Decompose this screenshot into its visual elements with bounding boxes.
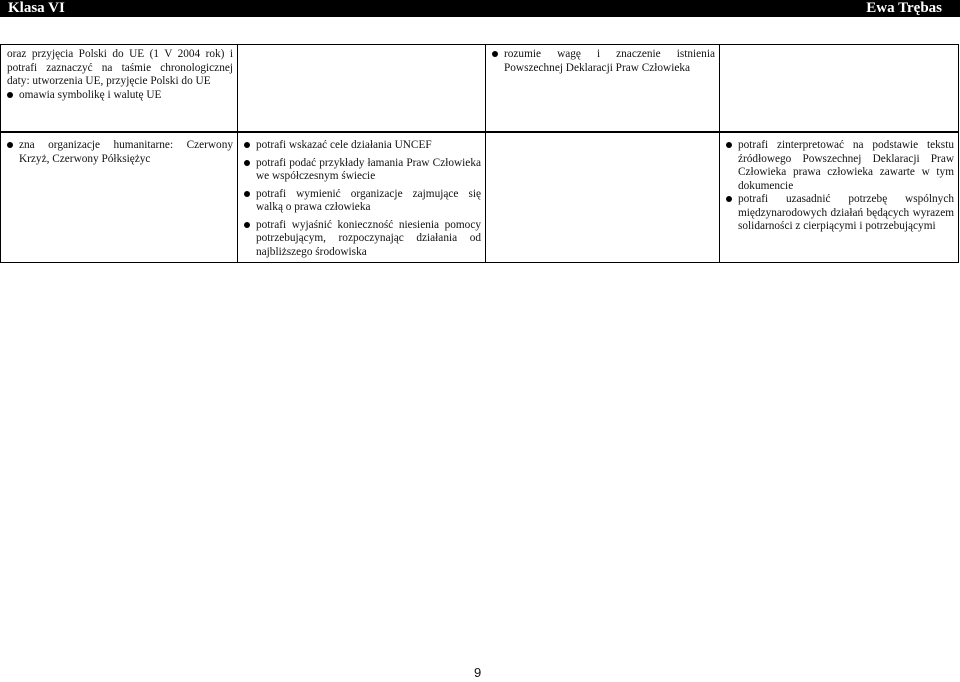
bullet-icon	[244, 160, 250, 166]
bullet-icon	[726, 142, 732, 148]
list-item	[492, 48, 715, 75]
list-item	[244, 219, 481, 260]
list-item	[244, 157, 481, 184]
table-cell	[486, 132, 720, 263]
list-item	[244, 188, 481, 215]
item-text: potrafi wskazać cele działania UNCEF	[256, 139, 432, 151]
bullet-icon	[7, 142, 13, 148]
item-text: potrafi zinterpretować na podstawie tekstu źródłowego Powszechnej Deklaracji Praw Człowieka prawa człowieka zawarte w tym dokumencie	[738, 139, 954, 192]
item-text: zna organizacje humanitarne: Czerwony Krzyż, Czerwony Półksiężyc	[19, 139, 233, 165]
item-text: oraz przyjęcia Polski do UE (1 V 2004 rok) i potrafi zaznaczyć na taśmie chronologicznej daty: utworzenia UE, przyjęcie Polski do UE	[7, 48, 233, 87]
page-header	[0, 0, 960, 17]
list-item	[7, 139, 233, 166]
item-text: omawia symbolikę i walutę UE	[19, 88, 162, 101]
page-number: 9	[474, 665, 482, 680]
list-item	[726, 139, 954, 193]
item-text: potrafi wymienić organizacje zajmujące się walką o prawa człowieka	[256, 187, 481, 213]
list-item	[7, 89, 233, 103]
bullet-icon	[726, 196, 732, 202]
list-item	[7, 48, 233, 89]
table-cell	[1, 132, 238, 263]
item-text: potrafi podać przykłady łamania Praw Człowieka we współczesnym świecie	[256, 156, 481, 182]
table-cell	[238, 132, 486, 263]
table-row	[1, 132, 959, 263]
item-text: potrafi uzasadnić potrzebę wspólnych międzynarodowych działań będących wyrazem solidarności z cierpiącymi i potrzebującymi	[738, 193, 954, 232]
class-label: Klasa VI	[8, 0, 65, 16]
list-item	[244, 139, 481, 153]
table-row	[1, 45, 959, 133]
bullet-icon	[244, 191, 250, 197]
author-name: Ewa Trębas	[866, 0, 942, 16]
table-cell	[720, 132, 959, 263]
table-cell	[238, 45, 486, 133]
list-item	[726, 193, 954, 234]
bullet-icon	[244, 142, 250, 148]
item-text: potrafi wyjaśnić konieczność niesienia pomocy potrzebującym, rozpoczynając działania od najbliższego środowiska	[256, 218, 481, 258]
bullet-icon	[7, 92, 13, 98]
table-cell	[720, 45, 959, 133]
item-text: rozumie wagę i znaczenie istnienia Powszechnej Deklaracji Praw Człowieka	[504, 48, 715, 74]
requirements-table	[0, 44, 959, 263]
table-cell	[486, 45, 720, 133]
bullet-icon	[492, 51, 498, 57]
bullet-icon	[244, 222, 250, 228]
table-cell	[1, 45, 238, 133]
